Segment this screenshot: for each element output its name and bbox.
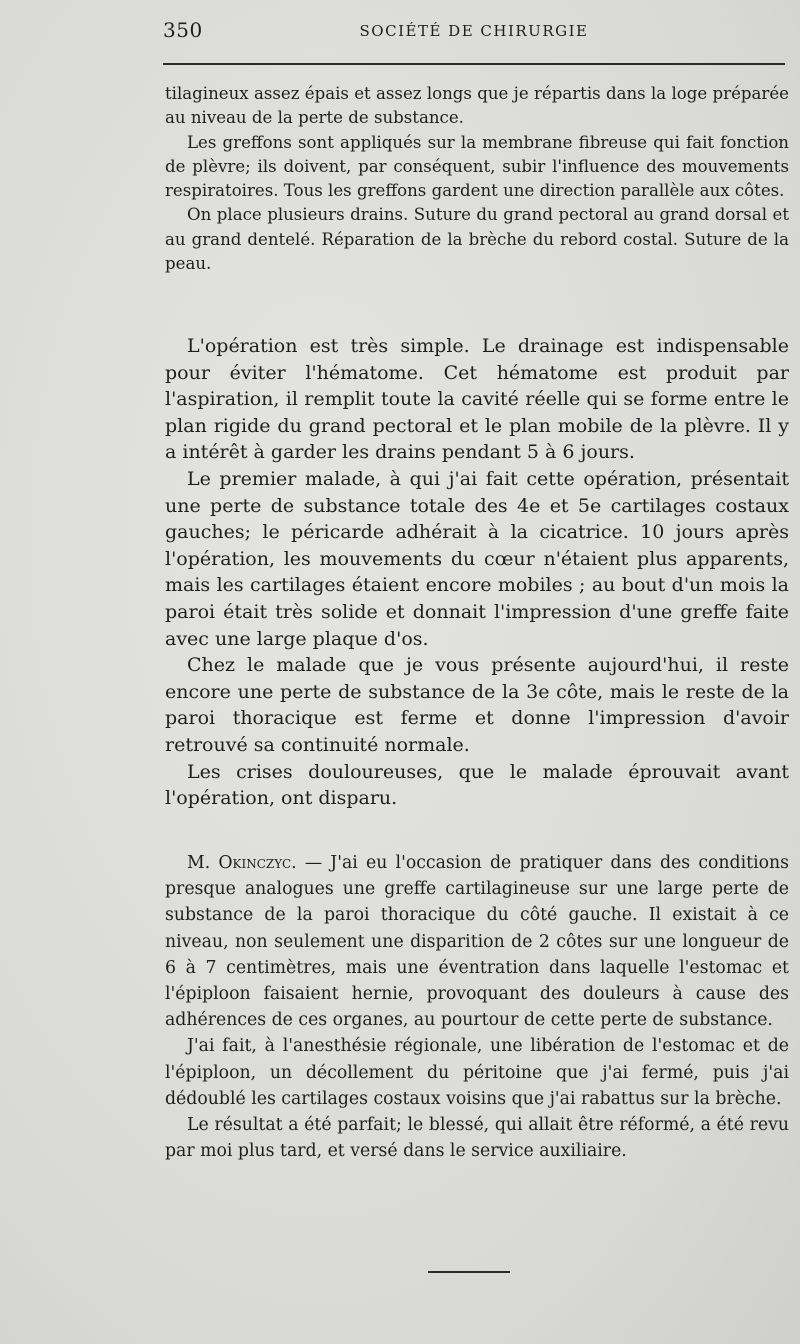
paragraph [165, 850, 789, 1033]
paragraph: Le premier malade, à qui j'ai fait cette opération, présentait une perte de substance totale des 4e et 5e cartilages costaux gauches; le péricarde adhérait à la cicatrice. 10 jours après l'opération, les mouvements du cœur n'étaient plus apparents, mais les cartilages étaient encore mobiles ; au bout d'un mois la paroi était très solide et donnait l'impression d'une greffe faite avec une large plaque d'os. [165, 467, 789, 650]
paragraph: L'opération est très simple. Le drainage est indispensable pour éviter l'hématome. Cet hématome est produit par l'aspiration, il remplit toute la cavité réelle qui se forme entre le plan rigide du grand pectoral et le plan mobile de la plèvre. Il y a intérêt à garder les drains pendant 5 à 6 jours. [165, 335, 789, 464]
page-header [163, 18, 785, 48]
paragraph: J'ai fait, à l'anesthésie régionale, une libération de l'estomac et de l'épiploon, un décollement du péritoine que j'ai fermé, puis j'ai dédoublé les cartilages costaux voisins que j'ai rabattus sur la brèche. [165, 1036, 789, 1109]
text-block-small-print [165, 82, 789, 276]
header-rule [163, 63, 785, 65]
running-title: SOCIÉTÉ DE CHIRURGIE [359, 22, 589, 40]
paragraph: Les greffons sont appliqués sur la membrane fibreuse qui fait fonction de plèvre; ils doivent, par conséquent, subir l'influence des mouvements respiratoires. Tous les greffons gardent une direction parallèle aux côtes. [165, 132, 789, 201]
paragraph: Chez le malade que je vous présente aujourd'hui, il reste encore une perte de substance de la 3e côte, mais le reste de la paroi thoracique est ferme et donne l'impression d'avoir retrouvé sa continuité normale. [165, 654, 789, 756]
text-block-discussion [165, 850, 789, 1164]
speaker-name: M. Okinczyc. [187, 853, 297, 873]
paragraph: Les crises douloureuses, que le malade éprouvait avant l'opération, ont disparu. [165, 760, 789, 810]
paragraph: tilagineux assez épais et assez longs que je répartis dans la loge préparée au niveau de la perte de substance. [165, 84, 789, 128]
text-block-main [165, 333, 789, 812]
paragraph: Le résultat a été parfait; le blessé, qui allait être réformé, a été revu par moi plus tard, et versé dans le service auxiliaire. [165, 1115, 789, 1162]
paragraph: On place plusieurs drains. Suture du grand pectoral au grand dorsal et au grand dentelé. Réparation de la brèche du rebord costal. Suture de la peau. [165, 205, 789, 274]
page-number: 350 [163, 18, 203, 42]
section-end-rule [428, 1271, 510, 1273]
paragraph-text: — J'ai eu l'occasion de pratiquer dans des conditions presque analogues une greffe cartilagineuse sur une large perte de substance de la paroi thoracique du côté gauche. Il existait à ce niveau, non seulement une disparition de 2 côtes sur une longueur de 6 à 7 centimètres, mais une éventration dans laquelle l'estomac et l'épiploon faisaient hernie, provoquant des douleurs à cause des adhérences de ces organes, au pourtour de cette perte de substance. [165, 853, 789, 1031]
